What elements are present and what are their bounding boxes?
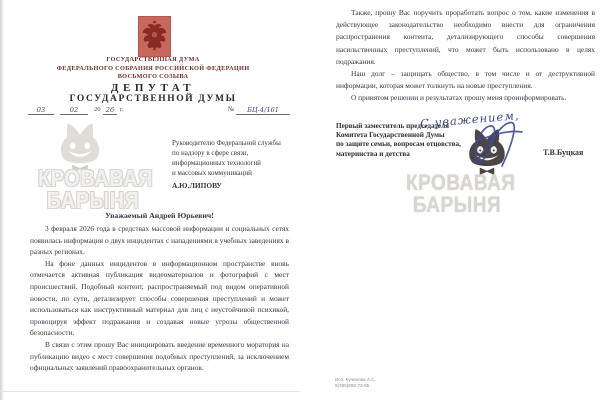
addressee-line: по надзору в сфере связи,	[172, 149, 249, 157]
org-name-line1: ГОСУДАРСТВЕННАЯ ДУМА	[106, 56, 200, 63]
addressee-block	[172, 138, 294, 178]
addressee-line: информационных технологий	[172, 159, 261, 167]
watermark-left	[38, 166, 153, 214]
date-year-handwritten: 26	[103, 106, 117, 115]
date-month-handwritten: 02	[60, 106, 88, 115]
paragraph: В связи с этим прошу Вас инициировать введение временного моратория на публикацию видео с мест совершения подобных преступлений, за исключением официальных заявлений правоохранительных органов.	[30, 339, 289, 373]
signer-position-line: материнства и детства	[336, 149, 410, 158]
addressee-name: А.Ю.ЛИПОВУ	[172, 181, 222, 190]
paragraph: Наш долг – защищать общество, в том числе и от деструктивной информации, которая может толкнуть на новые преступления.	[336, 69, 595, 91]
addressee-line: и массовых коммуникаций	[172, 169, 252, 177]
watermark-text-line1: КРОВАВАЯ	[406, 171, 516, 196]
date-day-handwritten: 03	[28, 106, 54, 115]
paragraph: О принятом решении и результатах прошу меня проинформировать.	[351, 93, 567, 103]
signer-position-block	[336, 122, 526, 159]
watermark-text-line2: БАРЫНЯ	[412, 193, 502, 218]
org-name-line3: ВОСЬМОГО СОЗЫВА	[117, 73, 189, 80]
letter-body-page2	[336, 7, 595, 105]
executor-footer	[335, 377, 376, 389]
scan-edge-shadow	[0, 0, 4, 400]
signer-position-line: Первый заместитель председателя	[336, 122, 450, 130]
executor-phone: 8(495)692-73-95	[335, 383, 370, 388]
org-name-line2: ФЕДЕРАЛЬНОГО СОБРАНИЯ РОССИЙСКОЙ ФЕДЕРАЦИИ	[56, 64, 250, 72]
signer-name: Т.В.Буцкая	[543, 148, 584, 157]
paragraph: Также, прошу Вас поручить проработать вопрос о том, какие изменения в действующее законодательство необходимо внести для ограничения распространения контента, детализирующего способы совершения насильственных преступлений, что может быть использовано в целях подражания.	[336, 8, 595, 66]
watermark-right	[406, 171, 516, 218]
signer-position-line: по защите семьи, вопросам отцовства,	[336, 140, 461, 149]
outgoing-number-handwritten: БЦ-4/161	[236, 106, 290, 115]
coat-of-arms-icon	[138, 16, 171, 57]
paragraph: На фоне данных инцидентов в информационном пространстве вновь отмечается активная публикация видеоматериалов и фотографий с мест происшествий. Подобный контент, распространяемый под видом оперативной новости, по сути, детализирует способы совершения преступлений и может использоваться как инструктивный материал для лиц с неустойчивой психикой, провоцируя эффект подражания и создавая новые угрозы общественной безопасности.	[30, 258, 289, 338]
closing-handwritten: С уважением,	[419, 108, 520, 131]
executor-name: Исп. Кучинова А.С.	[335, 377, 376, 382]
watermark-text-line1: КРОВАВАЯ	[38, 166, 153, 192]
letter-body-page1	[30, 223, 289, 374]
addressee-line: Руководителю Федеральной службы	[172, 139, 281, 147]
salutation: Уважаемый Андрей Юрьевич!	[105, 211, 214, 220]
double-headed-eagle-icon	[141, 19, 168, 54]
scan-bottom-line	[0, 391, 300, 392]
paragraph: 3 февраля 2026 года в средствах массовой информации и социальных сетях появилась информация о двух инцидентах с нападениями в учебных заведениях в разных регионах.	[30, 224, 289, 257]
watermark-text-line2: БАРЫНЯ	[46, 188, 140, 214]
deputy-title: ДЕПУТАТ	[110, 82, 196, 94]
date-year-prefix: 20	[94, 106, 101, 113]
number-sign: №	[228, 106, 235, 113]
date-year-suffix: г.	[120, 106, 124, 113]
deputy-subtitle: ГОСУДАРСТВЕННОЙ ДУМЫ	[69, 94, 237, 104]
signer-position-line: Комитета Государственной Думы	[336, 131, 445, 140]
